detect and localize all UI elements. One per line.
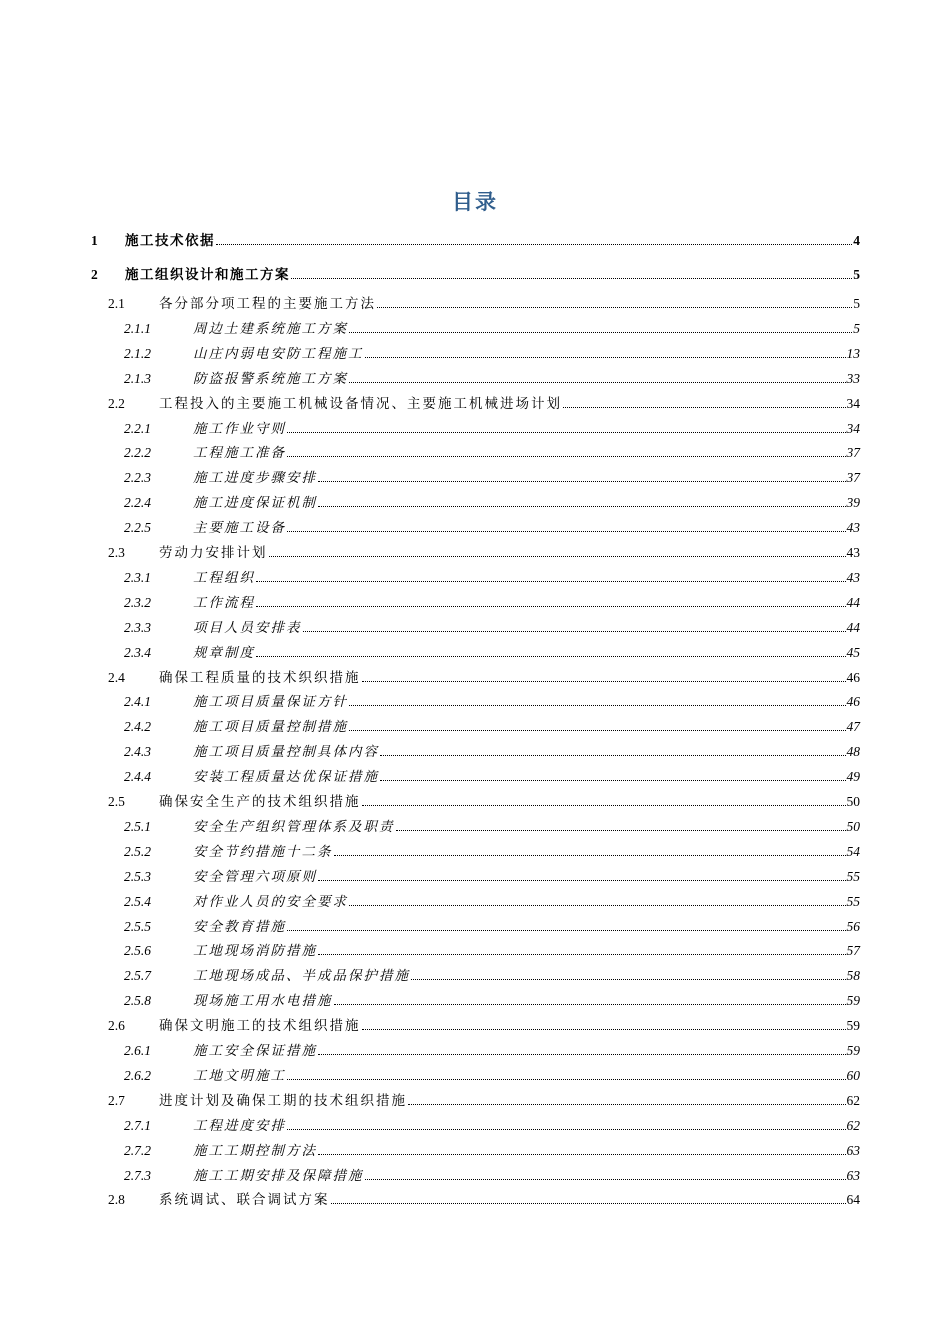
toc-entry-number: 2.4 bbox=[108, 669, 125, 685]
toc-entry-number: 2.3 bbox=[108, 545, 125, 560]
toc-dot-leader bbox=[287, 455, 846, 457]
toc-entry-title: 施工项目质量控制具体内容 bbox=[193, 744, 379, 761]
toc-entry-number: 2.5.8 bbox=[124, 993, 151, 1009]
toc-entry-page-number: 45 bbox=[846, 644, 860, 660]
toc-entry-number: 2.5.2 bbox=[124, 843, 151, 859]
toc-entry-page-number: 50 bbox=[846, 818, 860, 834]
toc-entry-1[interactable] bbox=[91, 229, 860, 249]
toc-entry-2-7[interactable] bbox=[108, 1089, 860, 1109]
toc-dot-leader bbox=[362, 1028, 846, 1030]
toc-entry-2-4[interactable] bbox=[108, 666, 860, 686]
toc-dot-leader bbox=[318, 505, 846, 507]
toc-entry-2-7-3[interactable] bbox=[124, 1164, 860, 1184]
toc-entry-number: 2.7 bbox=[108, 1092, 125, 1108]
toc-dot-leader bbox=[362, 680, 846, 682]
toc-dot-leader bbox=[377, 306, 852, 308]
toc-entry-2-5-3[interactable] bbox=[124, 865, 860, 885]
toc-entry-2-4-3[interactable] bbox=[124, 740, 860, 760]
toc-entry-title: 规章制度 bbox=[193, 644, 255, 661]
toc-entry-2-8[interactable] bbox=[108, 1188, 860, 1208]
toc-entry-number: 2.5.6 bbox=[124, 943, 151, 959]
toc-entry-number: 2.5.7 bbox=[124, 968, 151, 984]
toc-dot-leader bbox=[380, 754, 846, 756]
toc-entry-title: 周边土建系统施工方案 bbox=[193, 320, 348, 337]
toc-entry-2-5-4[interactable] bbox=[124, 890, 860, 910]
toc-dot-leader bbox=[269, 555, 846, 557]
toc-entry-page-number: 55 bbox=[846, 868, 860, 884]
toc-entry-number: 2.5.1 bbox=[124, 818, 151, 834]
toc-entry-title: 安全生产组织管理体系及职责 bbox=[193, 818, 395, 835]
toc-dot-leader bbox=[287, 929, 846, 931]
toc-entry-title: 现场施工用水电措施 bbox=[193, 993, 333, 1010]
toc-entry-2-5-7[interactable] bbox=[124, 964, 860, 984]
toc-entry-number: 2.1.3 bbox=[124, 370, 151, 386]
toc-entry-page-number: 63 bbox=[846, 1167, 860, 1183]
toc-entry-title: 施工作业守则 bbox=[193, 420, 286, 437]
toc-entry-title: 安全节约措施十二条 bbox=[193, 843, 333, 860]
toc-entry-number: 2.8 bbox=[108, 1192, 125, 1208]
toc-entry-page-number: 56 bbox=[846, 918, 860, 934]
toc-entry-2-3-4[interactable] bbox=[124, 641, 860, 661]
toc-entry-number: 2.6.1 bbox=[124, 1043, 151, 1058]
toc-entry-page-number: 44 bbox=[846, 594, 860, 610]
toc-dot-leader bbox=[256, 580, 846, 582]
toc-entry-number: 2 bbox=[91, 267, 98, 282]
toc-entry-title: 施工技术依据 bbox=[125, 233, 215, 249]
toc-dot-leader bbox=[408, 1103, 846, 1105]
toc-entry-2-2-3[interactable] bbox=[124, 466, 860, 486]
toc-entry-page-number: 62 bbox=[846, 1117, 860, 1133]
toc-dot-leader bbox=[411, 978, 846, 980]
toc-entry-2-5-1[interactable] bbox=[124, 815, 860, 835]
toc-dot-leader bbox=[365, 1178, 846, 1180]
toc-entry-title: 对作业人员的安全要求 bbox=[193, 893, 348, 910]
toc-entry-2-5-2[interactable] bbox=[124, 840, 860, 860]
toc-entry-title: 主要施工设备 bbox=[193, 520, 286, 537]
toc-entry-2-3-1[interactable] bbox=[124, 566, 860, 586]
toc-dot-leader bbox=[287, 1128, 846, 1130]
toc-entry-title: 施工工期安排及保障措施 bbox=[193, 1167, 364, 1184]
toc-dot-leader bbox=[318, 1053, 846, 1055]
toc-entry-number: 2.5.4 bbox=[124, 893, 151, 909]
toc-entry-number: 2.5.5 bbox=[124, 918, 151, 934]
toc-entry-page-number: 47 bbox=[846, 719, 860, 735]
toc-entry-number: 2.1.2 bbox=[124, 345, 151, 361]
toc-entry-number: 2.2.2 bbox=[124, 445, 151, 461]
toc-dot-leader bbox=[318, 953, 846, 955]
toc-entry-page-number: 64 bbox=[846, 1192, 860, 1208]
toc-entry-page-number: 37 bbox=[846, 445, 860, 461]
toc-dot-leader bbox=[396, 829, 846, 831]
toc-entry-2-1-1[interactable] bbox=[124, 317, 860, 337]
toc-entry-title: 施工进度保证机制 bbox=[193, 495, 317, 512]
toc-entry-number: 2.3.4 bbox=[124, 644, 151, 660]
toc-entry-2-2[interactable] bbox=[108, 392, 860, 412]
toc-entry-page-number: 63 bbox=[846, 1142, 860, 1158]
toc-entry-2-7-2[interactable] bbox=[124, 1139, 860, 1159]
toc-entry-title: 工程组织 bbox=[193, 569, 255, 586]
toc-entry-title: 施工项目质量控制措施 bbox=[193, 719, 348, 736]
toc-entry-page-number: 58 bbox=[846, 968, 860, 984]
toc-entry-number: 2.6 bbox=[108, 1018, 125, 1034]
toc-dot-leader bbox=[365, 356, 846, 358]
toc-entry-title: 施工安全保证措施 bbox=[193, 1043, 317, 1059]
toc-entry-number: 2.3.1 bbox=[124, 569, 151, 585]
toc-entry-number: 2.5.3 bbox=[124, 868, 151, 884]
toc-entry-number: 2.2 bbox=[108, 395, 125, 411]
toc-entry-page-number: 50 bbox=[846, 794, 860, 809]
toc-entry-title: 工程施工准备 bbox=[193, 445, 286, 462]
toc-entry-page-number: 43 bbox=[846, 569, 860, 585]
toc-entry-2-6[interactable] bbox=[108, 1014, 860, 1034]
toc-dot-leader bbox=[563, 406, 846, 408]
toc-entry-title: 各分部分项工程的主要施工方法 bbox=[159, 296, 376, 312]
toc-dot-leader bbox=[349, 904, 846, 906]
toc-entry-2-3-3[interactable] bbox=[124, 616, 860, 636]
toc-entry-number: 2.2.1 bbox=[124, 420, 151, 436]
toc-entry-page-number: 44 bbox=[846, 619, 860, 635]
toc-entry-2-2-2[interactable] bbox=[124, 441, 860, 461]
toc-entry-page-number: 43 bbox=[846, 520, 860, 536]
toc-entry-title: 工程进度安排 bbox=[193, 1117, 286, 1134]
toc-entry-number: 2.1 bbox=[108, 296, 125, 311]
toc-entry-number: 2.4.3 bbox=[124, 744, 151, 760]
toc-entry-page-number: 62 bbox=[846, 1092, 860, 1108]
toc-entry-page-number: 4 bbox=[853, 233, 860, 248]
toc-entry-page-number: 46 bbox=[846, 694, 860, 710]
toc-entry-title: 工程投入的主要施工机械设备情况、主要施工机械进场计划 bbox=[159, 395, 562, 412]
toc-dot-leader bbox=[362, 804, 846, 806]
toc-entry-number: 2.7.2 bbox=[124, 1142, 151, 1158]
toc-entry-number: 2.4.2 bbox=[124, 719, 151, 735]
toc-entry-title: 施工进度步骤安排 bbox=[193, 470, 317, 487]
toc-entry-2-5-8[interactable] bbox=[124, 989, 860, 1009]
toc-entry-number: 2.3.3 bbox=[124, 619, 151, 635]
toc-entry-number: 2.3.2 bbox=[124, 594, 151, 610]
toc-dot-leader bbox=[380, 779, 846, 781]
toc-entry-2-5[interactable] bbox=[108, 790, 860, 810]
toc-entry-page-number: 59 bbox=[846, 1018, 860, 1034]
toc-entry-2-3-2[interactable] bbox=[124, 591, 860, 611]
toc-entry-title: 防盗报警系统施工方案 bbox=[193, 370, 348, 387]
toc-entry-page-number: 37 bbox=[846, 470, 860, 486]
toc-entry-title: 施工工期控制方法 bbox=[193, 1142, 317, 1159]
toc-entry-number: 2.2.4 bbox=[124, 495, 151, 511]
toc-entry-title: 工作流程 bbox=[193, 594, 255, 611]
toc-entry-2-7-1[interactable] bbox=[124, 1114, 860, 1134]
toc-dot-leader bbox=[334, 1003, 846, 1005]
toc-entry-page-number: 49 bbox=[846, 769, 860, 785]
toc-entry-number: 1 bbox=[91, 233, 98, 248]
toc-entry-page-number: 59 bbox=[846, 1043, 860, 1058]
toc-entry-number: 2.4.4 bbox=[124, 769, 151, 785]
toc-entry-title: 安全教育措施 bbox=[193, 918, 286, 935]
toc-entry-title: 施工组织设计和施工方案 bbox=[125, 267, 290, 283]
toc-entry-title: 工地现场成品、半成品保护措施 bbox=[193, 968, 410, 985]
toc-dot-leader bbox=[349, 704, 846, 706]
toc-entry-page-number: 48 bbox=[846, 744, 860, 760]
toc-dot-leader bbox=[287, 530, 846, 532]
toc-entry-title: 确保文明施工的技术组织措施 bbox=[159, 1018, 361, 1035]
toc-entry-2-2-4[interactable] bbox=[124, 491, 860, 511]
toc-entry-page-number: 54 bbox=[846, 843, 860, 859]
toc-entry-page-number: 34 bbox=[846, 395, 860, 411]
toc-entry-title: 安装工程质量达优保证措施 bbox=[193, 769, 379, 786]
toc-dot-leader bbox=[318, 480, 846, 482]
toc-entry-page-number: 39 bbox=[846, 495, 860, 511]
toc-dot-leader bbox=[287, 1078, 846, 1080]
toc-entry-page-number: 5 bbox=[853, 296, 860, 311]
toc-entry-page-number: 5 bbox=[853, 267, 860, 282]
toc-entry-number: 2.2.5 bbox=[124, 520, 151, 536]
toc-dot-leader bbox=[303, 630, 846, 632]
toc-entry-2-5-5[interactable] bbox=[124, 915, 860, 935]
toc-entry-2-4-4[interactable] bbox=[124, 765, 860, 785]
toc-entry-2-6-1[interactable] bbox=[124, 1039, 860, 1059]
toc-entry-number: 2.1.1 bbox=[124, 320, 151, 336]
toc-entry-title: 项目人员安排表 bbox=[193, 619, 302, 636]
toc-dot-leader bbox=[256, 605, 846, 607]
toc-entry-title: 工地现场消防措施 bbox=[193, 943, 317, 960]
toc-entry-2[interactable] bbox=[91, 263, 860, 283]
toc-entry-page-number: 59 bbox=[846, 993, 860, 1009]
toc-entry-2-3[interactable] bbox=[108, 541, 860, 561]
toc-dot-leader bbox=[349, 381, 846, 383]
toc-entry-number: 2.7.3 bbox=[124, 1167, 151, 1183]
toc-entry-page-number: 55 bbox=[846, 893, 860, 909]
toc-entry-number: 2.4.1 bbox=[124, 694, 151, 710]
toc-entry-number: 2.6.2 bbox=[124, 1067, 151, 1083]
toc-dot-leader bbox=[287, 431, 846, 433]
toc-entry-page-number: 33 bbox=[846, 370, 860, 386]
toc-entry-number: 2.5 bbox=[108, 794, 125, 809]
toc-entry-2-2-5[interactable] bbox=[124, 516, 860, 536]
toc-entry-2-1[interactable] bbox=[108, 292, 860, 312]
toc-entry-number: 2.7.1 bbox=[124, 1117, 151, 1133]
toc-dot-leader bbox=[256, 655, 846, 657]
toc-entry-title: 工地文明施工 bbox=[193, 1067, 286, 1084]
toc-entry-2-4-2[interactable] bbox=[124, 715, 860, 735]
toc-entry-page-number: 5 bbox=[853, 320, 860, 336]
toc-dot-leader bbox=[318, 879, 846, 881]
toc-entry-title: 安全管理六项原则 bbox=[193, 868, 317, 885]
toc-dot-leader bbox=[318, 1153, 846, 1155]
toc-entry-title: 施工项目质量保证方针 bbox=[193, 694, 348, 711]
toc-entry-2-2-1[interactable] bbox=[124, 417, 860, 437]
toc-entry-title: 确保安全生产的技术组织措施 bbox=[159, 794, 361, 810]
toc-entry-title: 进度计划及确保工期的技术组织措施 bbox=[159, 1092, 407, 1109]
toc-entry-title: 系统调试、联合调试方案 bbox=[159, 1192, 330, 1209]
toc-entry-number: 2.2.3 bbox=[124, 470, 151, 486]
toc-entry-page-number: 13 bbox=[846, 345, 860, 361]
toc-entry-title: 劳动力安排计划 bbox=[159, 545, 268, 561]
toc-dot-leader bbox=[349, 331, 852, 333]
toc-dot-leader bbox=[334, 854, 846, 856]
toc-entry-page-number: 46 bbox=[846, 669, 860, 685]
toc-dot-leader bbox=[216, 243, 852, 245]
toc-entry-page-number: 60 bbox=[846, 1067, 860, 1083]
toc-entry-title: 山庄内弱电安防工程施工 bbox=[193, 345, 364, 362]
toc-entry-page-number: 57 bbox=[846, 943, 860, 959]
toc-entry-2-1-2[interactable] bbox=[124, 342, 860, 362]
toc-entry-2-1-3[interactable] bbox=[124, 367, 860, 387]
toc-dot-leader bbox=[291, 277, 852, 279]
toc-entry-page-number: 43 bbox=[846, 545, 860, 560]
toc-title: 目录 bbox=[452, 190, 498, 214]
toc-dot-leader bbox=[349, 729, 846, 731]
toc-entry-2-4-1[interactable] bbox=[124, 690, 860, 710]
toc-entry-page-number: 34 bbox=[846, 420, 860, 436]
toc-dot-leader bbox=[331, 1202, 846, 1204]
toc-entry-2-6-2[interactable] bbox=[124, 1064, 860, 1084]
toc-entry-title: 确保工程质量的技术织织措施 bbox=[159, 669, 361, 686]
toc-entry-2-5-6[interactable] bbox=[124, 939, 860, 959]
